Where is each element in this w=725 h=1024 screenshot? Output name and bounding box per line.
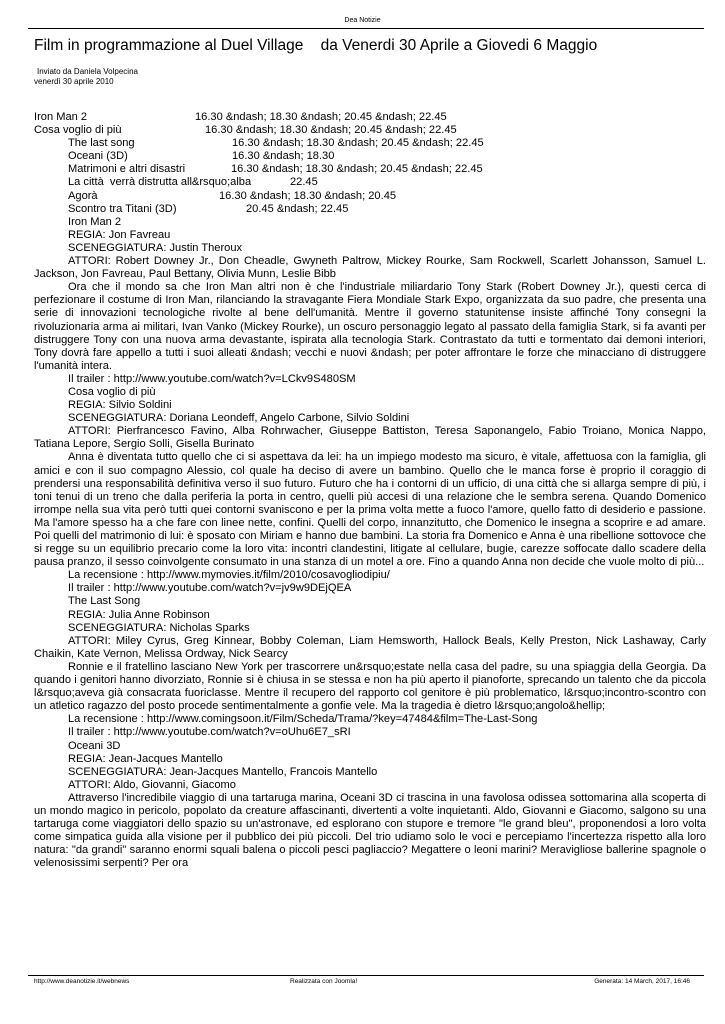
film-cast: ATTORI: Pierfrancesco Favino, Alba Rohrwacher, Giuseppe Battiston, Teresa Saponangelo, Fabio Troiano, Monica Nappo, Tatiana Lepore, Sergio Solli, Gisella Burinato bbox=[34, 425, 706, 451]
schedule-film: Oceani (3D) bbox=[68, 150, 128, 163]
film-title: Oceani 3D bbox=[68, 739, 121, 752]
schedule-film: Iron Man 2 bbox=[34, 111, 88, 123]
film-title: Cosa voglio di più bbox=[68, 385, 156, 398]
review-link[interactable]: La recensione : http://www.comingsoon.it/Film/Scheda/Trama/?key=47484&film=The-Last-Song bbox=[68, 713, 538, 726]
film-director: REGIA: Julia Anne Robinson bbox=[68, 608, 210, 621]
schedule-film: La città verrà distrutta all&rsquo;alba bbox=[68, 176, 252, 189]
review-link[interactable]: La recensione : http://www.mymovies.it/film/2010/cosavogliodipiu/ bbox=[68, 569, 390, 582]
schedule-row bbox=[34, 190, 706, 203]
film-plot: Ronnie e il fratellino lasciano New York per trascorrere un&rsquo;estate nella casa del padre, su una spiaggia della Georgia. Da quando i genitori hanno divorziato, Ronnie si è chiusa in se stessa e non ha più aperto il pianoforte, sprecando un talento che da piccola l&rsquo;aveva già consacrata fuoriclasse. Mentre il recupero del rapporto col genitore è più problematico, l&rsquo;incontro-scontro con un atletico ragazzo del posto procede sentimentalmente a gonfie vele. Ma la tragedia è dietro l&rsquo;angolo&hellip; bbox=[34, 660, 706, 713]
schedule-row bbox=[34, 137, 706, 150]
film-screenplay: SCENEGGIATURA: Justin Theroux bbox=[68, 241, 243, 254]
trailer-link[interactable]: Il trailer : http://www.youtube.com/watch?v=LCkv9S480SM bbox=[68, 372, 356, 385]
schedule-times: 22.45 bbox=[290, 176, 318, 189]
film-title: Iron Man 2 bbox=[68, 215, 122, 228]
schedule-times: 16.30 &ndash; 18.30 &ndash; 20.45 &ndash; 22.45 bbox=[231, 163, 483, 176]
schedule-film: Matrimoni e altri disastri bbox=[68, 163, 186, 176]
schedule-film: Agorà bbox=[68, 189, 98, 202]
schedule-times: 16.30 &ndash; 18.30 &ndash; 20.45 &ndash; 22.45 bbox=[232, 137, 484, 150]
film-cast: ATTORI: Aldo, Giovanni, Giacomo bbox=[68, 778, 236, 791]
film-screenplay: SCENEGGIATURA: Nicholas Sparks bbox=[68, 621, 250, 634]
film-screenplay: SCENEGGIATURA: Jean-Jacques Mantello, Francois Mantello bbox=[68, 765, 378, 778]
schedule-row bbox=[34, 124, 706, 137]
publish-date: venerdì 30 aprile 2010 bbox=[34, 77, 114, 86]
schedule-times: 16.30 &ndash; 18.30 &ndash; 20.45 bbox=[219, 189, 397, 202]
film-cast: ATTORI: Miley Cyrus, Greg Kinnear, Bobby Coleman, Liam Hemsworth, Hallock Beals, Kelly Preston, Nick Lashaway, Carly Chaikin, Kate Vernon, Melissa Ordway, Nick Searcy bbox=[34, 634, 706, 660]
schedule-row bbox=[34, 111, 706, 124]
footer-cms: Realizzata con Joomla! bbox=[290, 978, 358, 985]
footer-divider bbox=[28, 975, 704, 976]
schedule-times: 16.30 &ndash; 18.30 &ndash; 20.45 &ndash; 22.45 bbox=[195, 111, 447, 123]
article-body bbox=[34, 111, 706, 870]
schedule-film: The last song bbox=[68, 137, 135, 150]
schedule-row bbox=[34, 203, 706, 216]
schedule-times: 16.30 &ndash; 18.30 bbox=[232, 150, 335, 163]
film-title: The Last Song bbox=[68, 595, 141, 608]
film-plot: Attraverso l'incredibile viaggio di una tartaruga marina, Oceani 3D ci trascina in una favolosa odissea sottomarina alla scoperta di un mondo magico in pericolo, popolato da creature affascinanti, divertenti a volte inquietanti. Aldo, Giovanni e Giacomo, salgono su una tartaruga come viaggiatori dello spazio su un'astronave, ed esplorano con stupore e tremore "le grand bleu", proponendosi a loro volta come simpatica guida alla visione per il pubblico dei più piccoli. Del trio udiamo solo le voci e percepiamo l'incertezza rispetto alla loro natura: "da grandi" saranno enormi squali balena o piccoli pesci pagliaccio? Megattere o leoni marini? Meravigliose ballerine spagnole o velenosissimi serpenti? Per ora bbox=[34, 791, 706, 870]
schedule-film: Cosa voglio di più bbox=[34, 124, 122, 137]
film-screenplay: SCENEGGIATURA: Doriana Leondeff, Angelo Carbone, Silvio Soldini bbox=[68, 412, 410, 425]
schedule-times: 20.45 &ndash; 22.45 bbox=[246, 202, 349, 215]
article-title: Film in programmazione al Duel Village da Venerdi 30 Aprile a Giovedi 6 Maggio bbox=[34, 37, 598, 54]
trailer-link[interactable]: Il trailer : http://www.youtube.com/watch?v=jv9w9DEjQEA bbox=[68, 582, 352, 595]
header-divider bbox=[28, 28, 704, 29]
schedule-row bbox=[34, 176, 706, 189]
schedule-times: 16.30 &ndash; 18.30 &ndash; 20.45 &ndash; 22.45 bbox=[205, 124, 457, 137]
schedule-film: Scontro tra Titani (3D) bbox=[68, 202, 177, 215]
author-line: Inviato da Daniela Volpecina bbox=[37, 67, 138, 76]
film-director: REGIA: Jon Favreau bbox=[68, 228, 171, 241]
site-name: Dea Notizie bbox=[344, 17, 381, 24]
trailer-link[interactable]: Il trailer : http://www.youtube.com/watch?v=oUhu6E7_sRI bbox=[68, 726, 351, 739]
film-plot: Ora che il mondo sa che Iron Man altri non è che l'industriale miliardario Tony Stark (Robert Downey Jr.), questi cerca di perfezionare il costume di Iron Man, rilanciando la stravagante Fiera Mondiale Stark Expo, organizzata da suo padre, che presenta una serie di innovazioni tecnologiche rivolte al bene dell'umanità. Mentre il governo statunitense insiste affinché Tony consegni la rivoluzionaria arma ai militari, Ivan Vanko (Mickey Rourke), un oscuro personaggio legato al passato della famiglia Stark, si fa avanti per distruggere Tony con una nuova arma devastante, ispirata alla tecnologia Stark. Contrastato da tutti e tormentato dai demoni interiori, Tony dovrà fare appello a tutti i suoi alleati &ndash; vecchi e nuovi &ndash; per poter affrontare le forze che minacciano di distruggere l'umanità intera. bbox=[34, 281, 706, 372]
schedule-row bbox=[34, 163, 706, 176]
film-plot: Anna è diventata tutto quello che ci si aspettava da lei: ha un impiego modesto ma sicuro, è vitale, affettuosa con la famiglia, gli amici e con il suo compagno Alessio, col quale ha deciso di avere un bambino. Quello che le manca forse è proprio il coraggio di prendersi una responsabilità definitiva verso il suo futuro. Futuro che ha i contorni di un ufficio, di una città che si allarga sempre di più, i toni tenui di un treno che dalla periferia la porta in centro, quelli più accesi di una relazione che le sembra serena. Quando Domenico irrompe nella sua vita però tutti quei contorni svaniscono e per la prima volta mette a fuoco l'amore, quello fatto di desiderio e passione. Ma l'amore spesso ha a che fare con linee nette, confini. Quelli del corpo, innanzitutto, che Domenico le insegna a scoprire e ad amare. Poi quelli del matrimonio di lui: è sposato con Miriam e hanno due bambini. La storia fra Domenico e Anna è una ribellione sottovoce che si regge su un equilibrio precario come la loro vita: incontri clandestini, litigate al cellulare, bugie, carezze soffocate dallo scadere della pausa pranzo, il sesso coinvolgente consumato in una stanza di un motel a ore. Fino a quando Anna non decide che vuole molto di più... bbox=[34, 451, 706, 569]
film-director: REGIA: Silvio Soldini bbox=[68, 399, 172, 412]
film-cast: ATTORI: Robert Downey Jr., Don Cheadle, Gwyneth Paltrow, Mickey Rourke, Sam Rockwell, Scarlett Johansson, Samuel L. Jackson, Jon Favreau, Paul Bettany, Olivia Munn, Leslie Bibb bbox=[34, 255, 706, 281]
byline bbox=[34, 67, 138, 87]
footer-generated: Generata: 14 March, 2017, 16:46 bbox=[594, 978, 690, 985]
schedule-row bbox=[34, 150, 706, 163]
film-director: REGIA: Jean-Jacques Mantello bbox=[68, 752, 223, 765]
schedule-list bbox=[34, 111, 706, 216]
footer-url[interactable]: http://www.deanotizie.it/webnews bbox=[34, 978, 130, 985]
